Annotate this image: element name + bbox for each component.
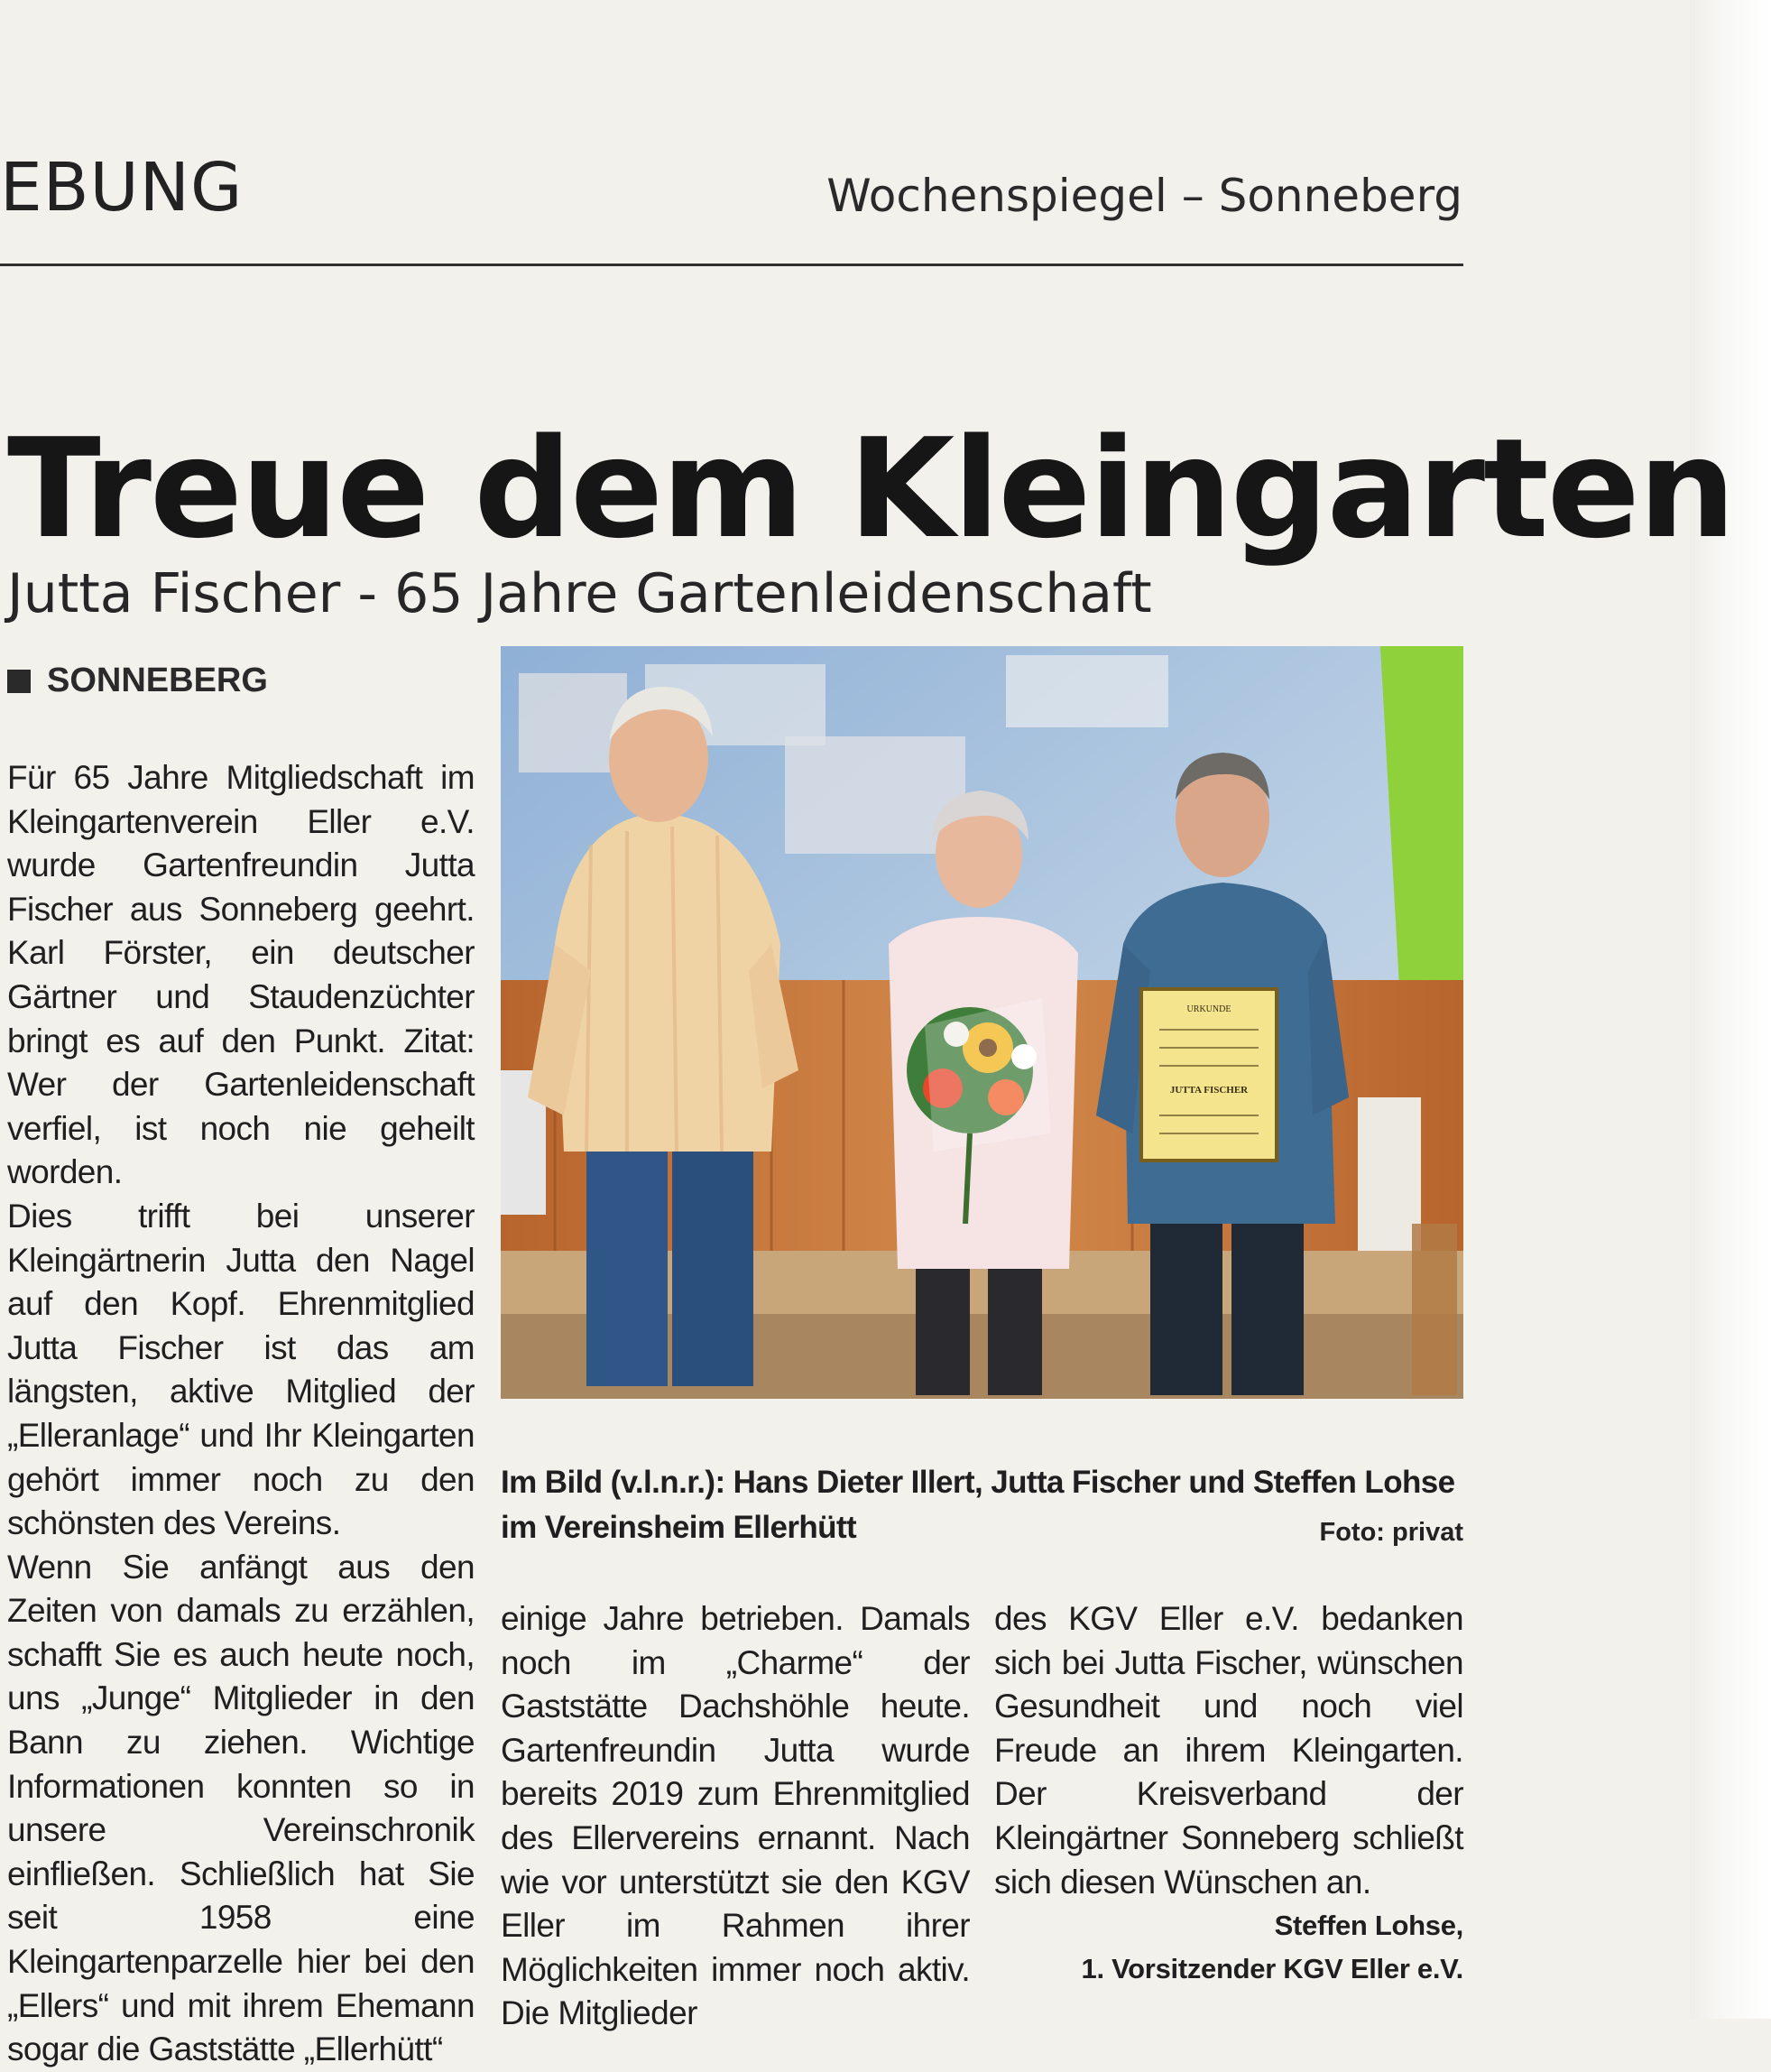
article-column-1 [7,756,475,2072]
signature-name: Steffen Lohse, [1274,1910,1463,1942]
article-column-2 [501,1597,970,2036]
signature-title: 1. Vorsitzender KGV Eller e.V. [1081,1953,1463,1985]
paragraph-4: einige Jahre betrieben. Damals noch im „Charme“ der Gaststätte Dachshöhle heute. Gartenfreundin Jutta wurde bereits 2019 zum Ehrenmitglied des Ellervereins ernannt. Nach wie vor unterstützt sie den KGV Eller im Rahmen ihrer Möglichkeiten immer noch aktiv. Die Mitglieder [501,1600,970,2032]
paragraph-1: Für 65 Jahre Mitgliedschaft im Kleingartenverein Eller e.V. wurde Gartenfreundin Jutta Fischer aus Sonneberg geehrt. Karl Förster, ein deutscher Gärtner und Staudenzüchter bringt es auf den Punkt. Zitat: Wer der Gartenleidenschaft verfiel, ist noch nie geheilt worden. [7,759,475,1191]
location-square-icon [7,670,31,693]
paper-edge [1690,0,1771,2019]
photo-caption: Im Bild (v.l.n.r.): Hans Dieter Illert, Jutta Fischer und Steffen Lohse im Vereinsheim Ellerhütt [501,1465,1455,1545]
publication-name: Wochenspiegel – Sonneberg [826,170,1462,222]
article-photo [501,646,1463,1399]
article-subheadline: Jutta Fischer - 65 Jahre Gartenleidenschaft [7,562,1152,625]
location-text: SONNEBERG [47,661,268,699]
paragraph-3: Wenn Sie anfängt aus den Zeiten von damals zu erzählen, schafft Sie es auch heute noch, uns „Junge“ Mitglieder in den Bann zu ziehen. Wichtige Informationen konnten so in unsere Vereinschronik einfließen. Schließlich hat Sie seit 1958 eine Kleingartenparzelle hier bei den „Ellers“ und mit ihrem Ehemann sogar die Gaststätte „Ellerhütt“ [7,1548,475,2068]
photo-credit: Foto: privat [1319,1518,1463,1547]
article-column-3 [994,1597,1463,1991]
location-label [7,661,268,700]
section-header: EBUNG [0,149,244,227]
article-headline: Treue dem Kleingarten [7,409,1735,569]
certificate-heading: URKUNDE [1186,1004,1231,1014]
photo-illustration [501,646,1463,1399]
certificate-name: JUTTA FISCHER [1169,1085,1249,1096]
paragraph-5: des KGV Eller e.V. bedanken sich bei Jutta Fischer, wünschen Gesundheit und noch viel Freude an ihrem Kleingarten. Der Kreisverband der Kleingärtner Sonneberg schließt sich diesen Wünschen an. [994,1600,1463,1901]
paragraph-2: Dies trifft bei unserer Kleingärtnerin Jutta den Nagel auf den Kopf. Ehrenmitglied Jutta Fischer ist das am längsten, aktive Mitglied der „Elleranlage“ und Ihr Kleingarten gehört immer noch zu den schönsten des Vereins. [7,1197,475,1542]
header-rule [0,264,1463,266]
